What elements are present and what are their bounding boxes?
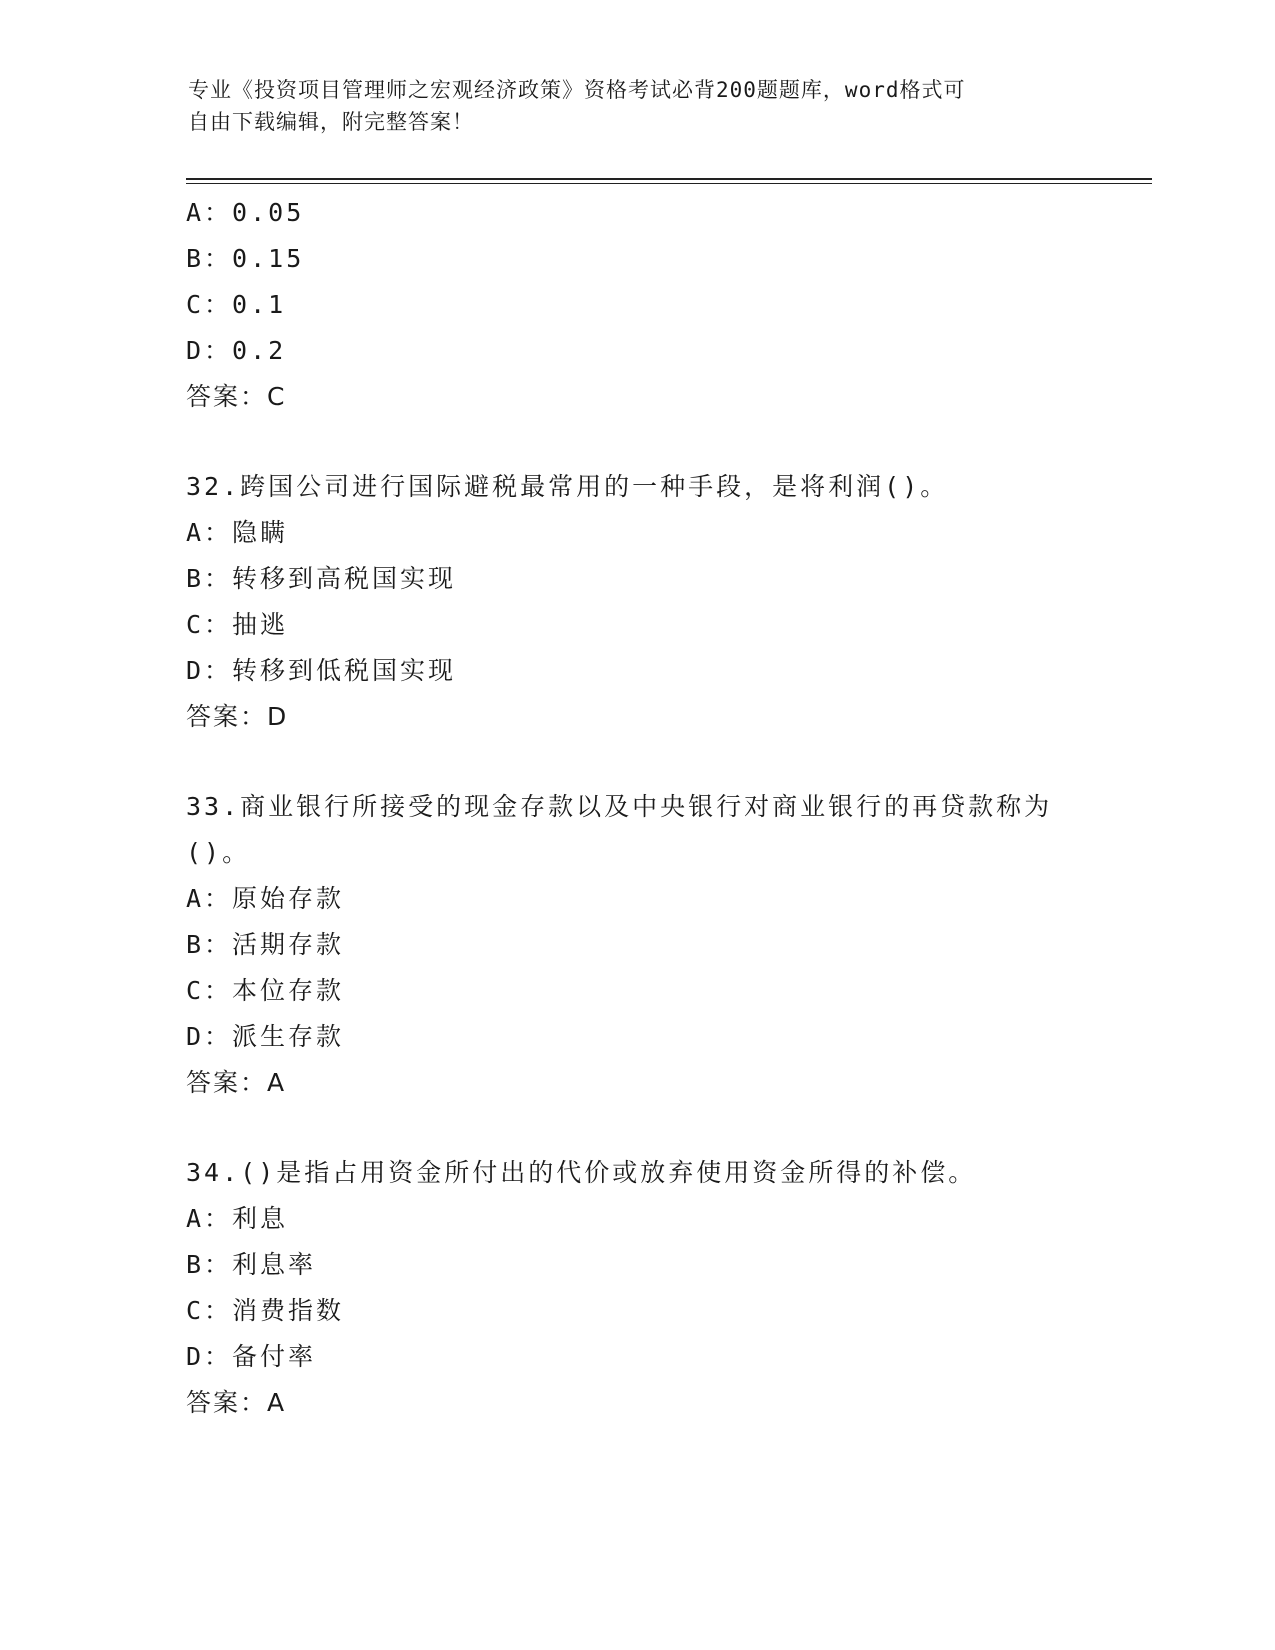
option-d: D：备付率 (186, 1342, 317, 1371)
question-32 (186, 464, 1086, 740)
option-d: D：0.2 (186, 336, 287, 365)
question-stem: 32.跨国公司进行国际避税最常用的一种手段，是将利润()。 (186, 472, 949, 501)
option-b: B：利息率 (186, 1250, 317, 1279)
document-header (188, 74, 1088, 138)
header-rule-thick (186, 178, 1152, 180)
header-title-line1: 专业《投资项目管理师之宏观经济政策》资格考试必背200题题库，word格式可 (188, 78, 966, 102)
question-33 (186, 784, 1086, 1106)
option-a: A：隐瞒 (186, 518, 289, 547)
answer: 答案：A (186, 1068, 287, 1097)
question-34 (186, 1150, 1086, 1426)
question-31 (186, 190, 1086, 420)
option-a: A：原始存款 (186, 884, 345, 913)
option-c: C：本位存款 (186, 976, 345, 1005)
option-c: C：抽逃 (186, 610, 289, 639)
answer: 答案：C (186, 382, 287, 411)
question-list (186, 190, 1086, 1426)
spacer (186, 740, 1086, 784)
option-d: D：转移到低税国实现 (186, 656, 457, 685)
question-stem-line1: 33.商业银行所接受的现金存款以及中央银行对商业银行的再贷款称为 (186, 792, 1053, 821)
question-stem-line2: ()。 (186, 838, 251, 867)
question-stem: 34.()是指占用资金所付出的代价或放弃使用资金所得的补偿。 (186, 1158, 977, 1187)
answer: 答案：D (186, 702, 289, 731)
option-b: B：0.15 (186, 244, 305, 273)
option-c: C：0.1 (186, 290, 287, 319)
option-a: A：0.05 (186, 198, 305, 227)
header-title-line2: 自由下载编辑，附完整答案！ (188, 110, 474, 134)
option-d: D：派生存款 (186, 1022, 345, 1051)
option-b: B：活期存款 (186, 930, 345, 959)
option-c: C：消费指数 (186, 1296, 345, 1325)
option-a: A：利息 (186, 1204, 289, 1233)
spacer (186, 1106, 1086, 1150)
spacer (186, 420, 1086, 464)
header-rule-thin (186, 183, 1152, 184)
answer: 答案：A (186, 1388, 287, 1417)
option-b: B：转移到高税国实现 (186, 564, 457, 593)
